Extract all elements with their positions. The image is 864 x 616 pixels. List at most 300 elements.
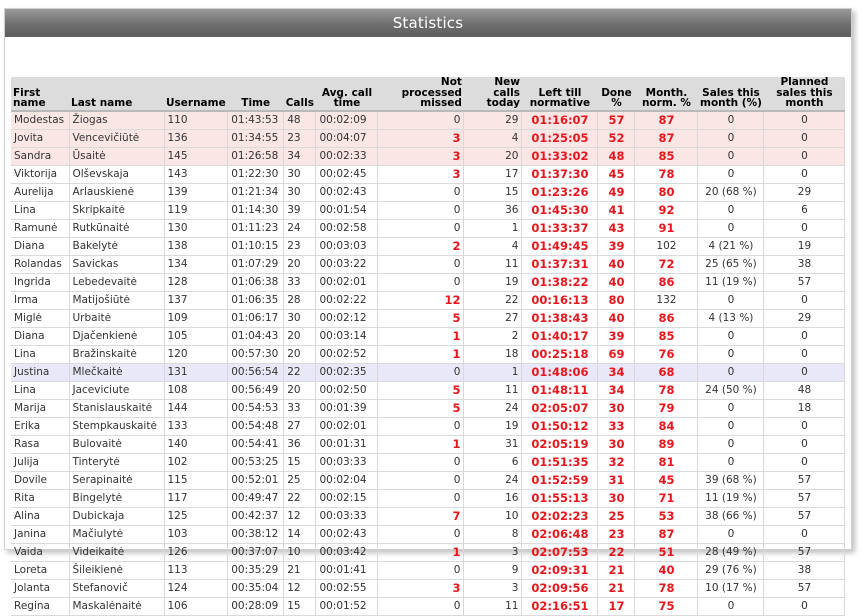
cell-month-norm-pct: 86 <box>635 309 698 327</box>
cell-time: 01:04:43 <box>228 327 284 345</box>
cell-calls: 22 <box>284 363 316 381</box>
table-row[interactable] <box>11 525 845 543</box>
cell-time: 01:21:34 <box>228 183 284 201</box>
cell-done-pct: 40 <box>598 309 635 327</box>
cell-first-name: Diana <box>11 237 69 255</box>
cell-first-name: Janina <box>11 525 69 543</box>
table-row[interactable] <box>11 561 845 579</box>
cell-new-calls-today: 15 <box>464 183 522 201</box>
cell-calls: 22 <box>284 489 316 507</box>
cell-last-name: Mačiulytė <box>69 525 164 543</box>
cell-done-pct: 17 <box>598 597 635 615</box>
cell-calls: 33 <box>284 273 316 291</box>
table-row[interactable] <box>11 471 845 489</box>
cell-username: 105 <box>164 327 228 345</box>
cell-month-norm-pct: 80 <box>635 183 698 201</box>
cell-not-processed: 0 <box>378 417 464 435</box>
cell-avg-call-time: 00:02:55 <box>316 579 378 597</box>
cell-left-till-normative: 01:45:30 <box>522 201 598 219</box>
cell-done-pct: 39 <box>598 237 635 255</box>
cell-last-name: Bakelytė <box>69 237 164 255</box>
cell-month-norm-pct: 91 <box>635 219 698 237</box>
cell-username: 144 <box>164 399 228 417</box>
cell-not-processed: 0 <box>378 183 464 201</box>
cell-new-calls-today: 3 <box>464 543 522 561</box>
cell-not-processed: 5 <box>378 381 464 399</box>
cell-avg-call-time: 00:02:52 <box>316 345 378 363</box>
cell-avg-call-time: 00:02:33 <box>316 147 378 165</box>
cell-done-pct: 22 <box>598 543 635 561</box>
cell-username: 130 <box>164 219 228 237</box>
cell-left-till-normative: 02:05:07 <box>522 399 598 417</box>
cell-last-name: Rutkūnaitė <box>69 219 164 237</box>
cell-last-name: Bingelytė <box>69 489 164 507</box>
cell-calls: 30 <box>284 165 316 183</box>
cell-avg-call-time: 00:02:50 <box>316 381 378 399</box>
cell-sales-this-month: 20 (68 %) <box>698 183 764 201</box>
cell-new-calls-today: 20 <box>464 147 522 165</box>
cell-new-calls-today: 6 <box>464 453 522 471</box>
col-header-done-pct[interactable]: Done % <box>598 77 635 111</box>
cell-last-name: Videikaitė <box>69 543 164 561</box>
cell-done-pct: 21 <box>598 561 635 579</box>
cell-avg-call-time: 00:02:35 <box>316 363 378 381</box>
cell-left-till-normative: 01:50:12 <box>522 417 598 435</box>
cell-done-pct: 34 <box>598 363 635 381</box>
cell-time: 00:35:04 <box>228 579 284 597</box>
table-row[interactable] <box>11 129 845 147</box>
cell-left-till-normative: 02:16:51 <box>522 597 598 615</box>
cell-sales-this-month: 0 <box>698 219 764 237</box>
cell-first-name: Diana <box>11 327 69 345</box>
cell-time: 00:56:49 <box>228 381 284 399</box>
cell-planned-sales: 0 <box>764 327 845 345</box>
cell-sales-this-month: 0 <box>698 201 764 219</box>
table-row[interactable] <box>11 453 845 471</box>
cell-time: 00:54:41 <box>228 435 284 453</box>
cell-planned-sales: 0 <box>764 525 845 543</box>
cell-time: 00:38:12 <box>228 525 284 543</box>
cell-new-calls-today: 36 <box>464 201 522 219</box>
cell-not-processed: 0 <box>378 363 464 381</box>
cell-time: 00:52:01 <box>228 471 284 489</box>
cell-last-name: Urbaitė <box>69 309 164 327</box>
cell-sales-this-month: 0 <box>698 417 764 435</box>
col-header-time[interactable]: Time <box>228 77 284 111</box>
cell-sales-this-month: 0 <box>698 399 764 417</box>
cell-month-norm-pct: 87 <box>635 129 698 147</box>
col-header-first-name[interactable]: First name <box>11 77 69 111</box>
cell-username: 139 <box>164 183 228 201</box>
cell-new-calls-today: 17 <box>464 165 522 183</box>
cell-month-norm-pct: 40 <box>635 561 698 579</box>
cell-left-till-normative: 02:07:53 <box>522 543 598 561</box>
cell-avg-call-time: 00:02:12 <box>316 309 378 327</box>
cell-last-name: Olševskaja <box>69 165 164 183</box>
cell-avg-call-time: 00:01:39 <box>316 399 378 417</box>
cell-sales-this-month: 0 <box>698 291 764 309</box>
cell-last-name: Ūsaitė <box>69 147 164 165</box>
cell-sales-this-month: 0 <box>698 129 764 147</box>
cell-not-processed: 0 <box>378 525 464 543</box>
cell-not-processed: 3 <box>378 165 464 183</box>
cell-username: 119 <box>164 201 228 219</box>
cell-first-name: Viktorija <box>11 165 69 183</box>
cell-last-name: Bražinskaitė <box>69 345 164 363</box>
window-title: Statistics <box>5 9 851 37</box>
cell-planned-sales: 18 <box>764 399 845 417</box>
cell-sales-this-month: 4 (21 %) <box>698 237 764 255</box>
table-row[interactable] <box>11 165 845 183</box>
cell-username: 138 <box>164 237 228 255</box>
cell-planned-sales: 0 <box>764 165 845 183</box>
cell-left-till-normative: 01:49:45 <box>522 237 598 255</box>
cell-username: 120 <box>164 345 228 363</box>
cell-time: 01:14:30 <box>228 201 284 219</box>
cell-calls: 20 <box>284 255 316 273</box>
col-header-calls[interactable]: Calls <box>284 77 316 111</box>
table-row[interactable] <box>11 219 845 237</box>
cell-sales-this-month: 0 <box>698 363 764 381</box>
cell-first-name: Regina <box>11 597 69 615</box>
cell-new-calls-today: 2 <box>464 327 522 345</box>
cell-left-till-normative: 01:33:02 <box>522 147 598 165</box>
cell-new-calls-today: 29 <box>464 111 522 130</box>
cell-left-till-normative: 01:23:26 <box>522 183 598 201</box>
cell-planned-sales: 0 <box>764 219 845 237</box>
cell-username: 124 <box>164 579 228 597</box>
cell-last-name: Stanislauskaitė <box>69 399 164 417</box>
cell-month-norm-pct: 68 <box>635 363 698 381</box>
cell-time: 01:06:35 <box>228 291 284 309</box>
cell-planned-sales: 48 <box>764 381 845 399</box>
cell-month-norm-pct: 76 <box>635 345 698 363</box>
cell-username: 145 <box>164 147 228 165</box>
cell-sales-this-month: 10 (17 %) <box>698 579 764 597</box>
cell-done-pct: 32 <box>598 453 635 471</box>
cell-username: 113 <box>164 561 228 579</box>
cell-avg-call-time: 00:02:09 <box>316 111 378 130</box>
cell-calls: 36 <box>284 435 316 453</box>
cell-month-norm-pct: 78 <box>635 381 698 399</box>
cell-month-norm-pct: 45 <box>635 471 698 489</box>
cell-sales-this-month: 0 <box>698 435 764 453</box>
cell-planned-sales: 0 <box>764 597 845 615</box>
cell-calls: 30 <box>284 309 316 327</box>
cell-month-norm-pct: 84 <box>635 417 698 435</box>
cell-not-processed: 0 <box>378 561 464 579</box>
cell-first-name: Lina <box>11 201 69 219</box>
cell-avg-call-time: 00:01:52 <box>316 597 378 615</box>
table-row[interactable] <box>11 201 845 219</box>
col-header-avg-call-time[interactable]: Avg. call time <box>316 77 378 111</box>
cell-first-name: Dovile <box>11 471 69 489</box>
table-row[interactable] <box>11 273 845 291</box>
cell-first-name: Marija <box>11 399 69 417</box>
cell-username: 126 <box>164 543 228 561</box>
cell-time: 01:11:23 <box>228 219 284 237</box>
cell-month-norm-pct: 132 <box>635 291 698 309</box>
cell-time: 01:26:58 <box>228 147 284 165</box>
cell-calls: 23 <box>284 237 316 255</box>
cell-left-till-normative: 01:38:22 <box>522 273 598 291</box>
cell-sales-this-month: 38 (66 %) <box>698 507 764 525</box>
cell-done-pct: 31 <box>598 471 635 489</box>
cell-not-processed: 7 <box>378 507 464 525</box>
cell-done-pct: 69 <box>598 345 635 363</box>
cell-planned-sales: 57 <box>764 489 845 507</box>
cell-left-till-normative: 01:51:35 <box>522 453 598 471</box>
table-row[interactable] <box>11 291 845 309</box>
cell-last-name: Vencevičiūtė <box>69 129 164 147</box>
cell-planned-sales: 0 <box>764 417 845 435</box>
cell-calls: 12 <box>284 579 316 597</box>
cell-planned-sales: 0 <box>764 111 845 130</box>
cell-planned-sales: 38 <box>764 255 845 273</box>
cell-first-name: Vaida <box>11 543 69 561</box>
cell-first-name: Aurelija <box>11 183 69 201</box>
table-row[interactable] <box>11 381 845 399</box>
col-header-planned-sales[interactable]: Planned sales this month <box>764 77 845 111</box>
cell-sales-this-month: 39 (68 %) <box>698 471 764 489</box>
cell-not-processed: 0 <box>378 219 464 237</box>
cell-time: 01:06:17 <box>228 309 284 327</box>
cell-new-calls-today: 8 <box>464 525 522 543</box>
cell-done-pct: 52 <box>598 129 635 147</box>
cell-time: 01:22:30 <box>228 165 284 183</box>
cell-last-name: Bulovaitė <box>69 435 164 453</box>
cell-done-pct: 40 <box>598 255 635 273</box>
cell-last-name: Stempkauskaitė <box>69 417 164 435</box>
cell-sales-this-month: 24 (50 %) <box>698 381 764 399</box>
cell-left-till-normative: 00:25:18 <box>522 345 598 363</box>
cell-last-name: Jaceviciute <box>69 381 164 399</box>
cell-calls: 25 <box>284 471 316 489</box>
cell-avg-call-time: 00:01:41 <box>316 561 378 579</box>
cell-month-norm-pct: 92 <box>635 201 698 219</box>
cell-left-till-normative: 01:38:43 <box>522 309 598 327</box>
cell-time: 00:42:37 <box>228 507 284 525</box>
cell-time: 00:53:25 <box>228 453 284 471</box>
cell-time: 00:28:09 <box>228 597 284 615</box>
table-row[interactable] <box>11 111 845 130</box>
cell-avg-call-time: 00:02:01 <box>316 417 378 435</box>
cell-planned-sales: 57 <box>764 579 845 597</box>
cell-new-calls-today: 11 <box>464 255 522 273</box>
cell-new-calls-today: 11 <box>464 381 522 399</box>
cell-first-name: Julija <box>11 453 69 471</box>
col-header-sales-this-month[interactable]: Sales this month (%) <box>698 77 764 111</box>
table-row[interactable] <box>11 363 845 381</box>
cell-month-norm-pct: 75 <box>635 597 698 615</box>
table-row[interactable] <box>11 327 845 345</box>
cell-time: 00:54:48 <box>228 417 284 435</box>
cell-username: 133 <box>164 417 228 435</box>
cell-done-pct: 34 <box>598 381 635 399</box>
cell-done-pct: 21 <box>598 579 635 597</box>
cell-done-pct: 25 <box>598 507 635 525</box>
col-header-month-norm-pct[interactable]: Month. norm. % <box>635 77 698 111</box>
cell-not-processed: 1 <box>378 543 464 561</box>
cell-last-name: Tinterytė <box>69 453 164 471</box>
cell-sales-this-month: 0 <box>698 165 764 183</box>
cell-username: 136 <box>164 129 228 147</box>
cell-sales-this-month: 0 <box>698 327 764 345</box>
table-row[interactable] <box>11 579 845 597</box>
cell-time: 01:10:15 <box>228 237 284 255</box>
cell-avg-call-time: 00:02:58 <box>316 219 378 237</box>
table-row[interactable] <box>11 147 845 165</box>
cell-last-name: Savickas <box>69 255 164 273</box>
cell-avg-call-time: 00:02:04 <box>316 471 378 489</box>
cell-done-pct: 45 <box>598 165 635 183</box>
cell-left-till-normative: 02:02:23 <box>522 507 598 525</box>
table-row[interactable] <box>11 183 845 201</box>
cell-month-norm-pct: 78 <box>635 579 698 597</box>
cell-time: 00:54:53 <box>228 399 284 417</box>
cell-sales-this-month: 0 <box>698 525 764 543</box>
cell-left-till-normative: 00:16:13 <box>522 291 598 309</box>
cell-sales-this-month: 4 (13 %) <box>698 309 764 327</box>
cell-planned-sales: 38 <box>764 561 845 579</box>
cell-planned-sales: 19 <box>764 237 845 255</box>
cell-not-processed: 2 <box>378 237 464 255</box>
cell-sales-this-month: 0 <box>698 345 764 363</box>
table-row[interactable] <box>11 309 845 327</box>
cell-calls: 28 <box>284 291 316 309</box>
cell-last-name: Serapinaitė <box>69 471 164 489</box>
table-header-row <box>11 77 845 111</box>
cell-left-till-normative: 02:05:19 <box>522 435 598 453</box>
cell-left-till-normative: 01:33:37 <box>522 219 598 237</box>
cell-done-pct: 48 <box>598 147 635 165</box>
cell-sales-this-month: 25 (65 %) <box>698 255 764 273</box>
cell-planned-sales: 29 <box>764 183 845 201</box>
cell-not-processed: 1 <box>378 345 464 363</box>
cell-month-norm-pct: 51 <box>635 543 698 561</box>
cell-avg-call-time: 00:03:22 <box>316 255 378 273</box>
cell-new-calls-today: 19 <box>464 273 522 291</box>
cell-first-name: Lina <box>11 381 69 399</box>
cell-sales-this-month: 11 (19 %) <box>698 273 764 291</box>
table-row[interactable] <box>11 399 845 417</box>
cell-first-name: Alina <box>11 507 69 525</box>
col-header-last-name[interactable]: Last name <box>69 77 164 111</box>
col-header-username[interactable]: Username <box>164 77 228 111</box>
cell-left-till-normative: 02:09:56 <box>522 579 598 597</box>
cell-calls: 15 <box>284 597 316 615</box>
cell-time: 00:37:07 <box>228 543 284 561</box>
cell-last-name: Žiogas <box>69 111 164 130</box>
cell-done-pct: 30 <box>598 435 635 453</box>
cell-sales-this-month: 0 <box>698 597 764 615</box>
cell-month-norm-pct: 71 <box>635 489 698 507</box>
cell-left-till-normative: 02:09:31 <box>522 561 598 579</box>
cell-first-name: Rolandas <box>11 255 69 273</box>
cell-time: 01:07:29 <box>228 255 284 273</box>
cell-new-calls-today: 22 <box>464 291 522 309</box>
table-row[interactable] <box>11 507 845 525</box>
cell-first-name: Jolanta <box>11 579 69 597</box>
cell-calls: 30 <box>284 183 316 201</box>
cell-not-processed: 1 <box>378 327 464 345</box>
cell-avg-call-time: 00:03:03 <box>316 237 378 255</box>
cell-time: 01:34:55 <box>228 129 284 147</box>
cell-calls: 23 <box>284 129 316 147</box>
col-header-left-till-normative[interactable]: Left till normative <box>522 77 598 111</box>
table-row[interactable] <box>11 237 845 255</box>
cell-not-processed: 0 <box>378 111 464 130</box>
table-row[interactable] <box>11 435 845 453</box>
cell-new-calls-today: 10 <box>464 507 522 525</box>
cell-last-name: Stefanovič <box>69 579 164 597</box>
table-row[interactable] <box>11 255 845 273</box>
cell-left-till-normative: 01:16:07 <box>522 111 598 130</box>
cell-username: 134 <box>164 255 228 273</box>
cell-not-processed: 3 <box>378 129 464 147</box>
col-header-new-calls-today[interactable]: New calls today <box>464 77 522 111</box>
cell-left-till-normative: 01:25:05 <box>522 129 598 147</box>
cell-month-norm-pct: 78 <box>635 165 698 183</box>
cell-calls: 20 <box>284 345 316 363</box>
cell-calls: 34 <box>284 147 316 165</box>
cell-new-calls-today: 31 <box>464 435 522 453</box>
cell-done-pct: 30 <box>598 489 635 507</box>
cell-first-name: Lina <box>11 345 69 363</box>
cell-month-norm-pct: 86 <box>635 273 698 291</box>
cell-avg-call-time: 00:02:15 <box>316 489 378 507</box>
cell-avg-call-time: 00:03:33 <box>316 453 378 471</box>
cell-month-norm-pct: 81 <box>635 453 698 471</box>
cell-planned-sales: 29 <box>764 309 845 327</box>
cell-time: 01:06:38 <box>228 273 284 291</box>
cell-left-till-normative: 01:52:59 <box>522 471 598 489</box>
table-row[interactable] <box>11 597 845 615</box>
cell-not-processed: 3 <box>378 147 464 165</box>
cell-new-calls-today: 4 <box>464 129 522 147</box>
cell-sales-this-month: 28 (49 %) <box>698 543 764 561</box>
cell-calls: 15 <box>284 453 316 471</box>
cell-sales-this-month: 0 <box>698 453 764 471</box>
cell-calls: 48 <box>284 111 316 130</box>
cell-planned-sales: 0 <box>764 435 845 453</box>
cell-time: 01:43:53 <box>228 111 284 130</box>
cell-last-name: Djačenkienė <box>69 327 164 345</box>
cell-planned-sales: 0 <box>764 453 845 471</box>
cell-username: 131 <box>164 363 228 381</box>
table-row[interactable] <box>11 417 845 435</box>
table-row[interactable] <box>11 543 845 561</box>
cell-done-pct: 33 <box>598 417 635 435</box>
cell-calls: 20 <box>284 381 316 399</box>
cell-last-name: Mlečkaitė <box>69 363 164 381</box>
cell-first-name: Loreta <box>11 561 69 579</box>
table-row[interactable] <box>11 345 845 363</box>
cell-left-till-normative: 01:37:31 <box>522 255 598 273</box>
cell-first-name: Sandra <box>11 147 69 165</box>
cell-left-till-normative: 02:06:48 <box>522 525 598 543</box>
cell-new-calls-today: 9 <box>464 561 522 579</box>
cell-planned-sales: 0 <box>764 129 845 147</box>
cell-planned-sales: 57 <box>764 543 845 561</box>
col-header-not-processed[interactable]: Not processed missed <box>378 77 464 111</box>
cell-avg-call-time: 00:02:43 <box>316 183 378 201</box>
cell-not-processed: 0 <box>378 201 464 219</box>
cell-done-pct: 80 <box>598 291 635 309</box>
table-row[interactable] <box>11 489 845 507</box>
cell-username: 109 <box>164 309 228 327</box>
cell-done-pct: 30 <box>598 399 635 417</box>
